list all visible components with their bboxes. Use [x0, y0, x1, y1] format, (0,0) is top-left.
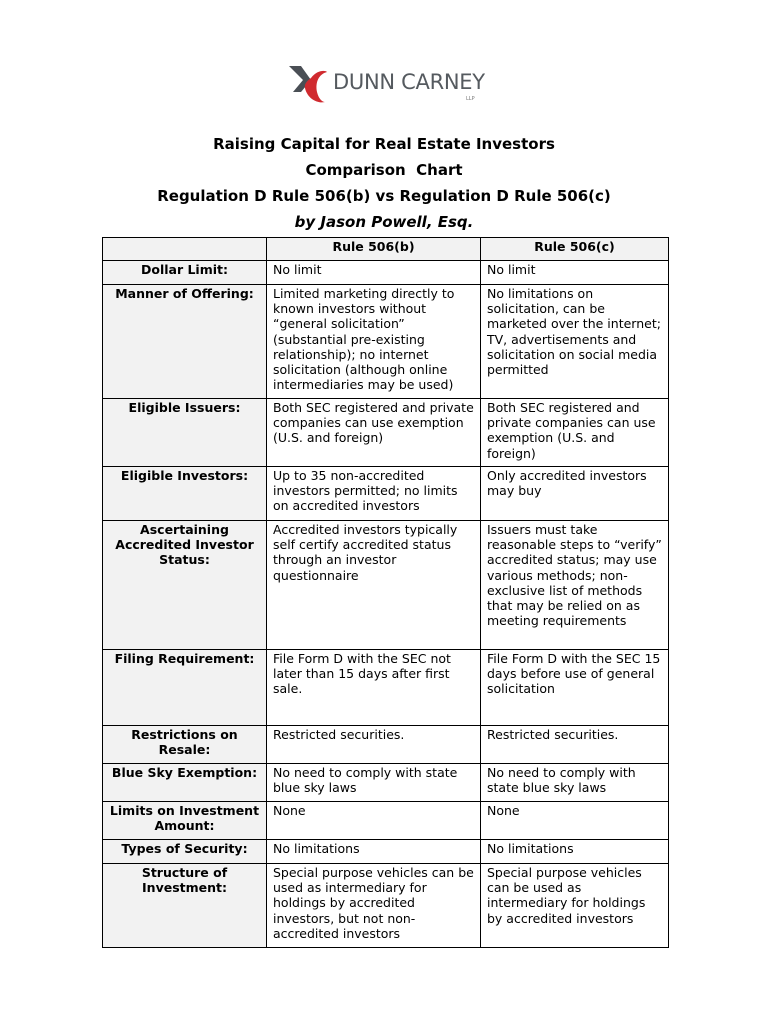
cell-506b: None [267, 802, 481, 840]
table-row [103, 285, 669, 399]
dunn-carney-logo-icon [287, 62, 331, 106]
cell-506c: No limitations [481, 840, 669, 864]
author-line: by Jason Powell, Esq. [294, 213, 474, 231]
row-label: Structure of Investment: [103, 864, 267, 948]
table-row [103, 802, 669, 840]
cell-506b: Up to 35 non-accredited investors permitted; no limits on accredited investors [267, 467, 481, 521]
logo-llp: LLP [466, 96, 475, 102]
cell-506b: No limitations [267, 840, 481, 864]
header-blank [103, 238, 267, 261]
cell-506c: File Form D with the SEC 15 days before use of general solicitation [481, 650, 669, 726]
table-row [103, 521, 669, 650]
table-row [103, 467, 669, 521]
cell-506b: File Form D with the SEC not later than 15 days after first sale. [267, 650, 481, 726]
header-rule-506c: Rule 506(c) [481, 238, 669, 261]
cell-506b: Restricted securities. [267, 726, 481, 764]
logo [287, 62, 487, 106]
row-label: Limits on Investment Amount: [103, 802, 267, 840]
cell-506c: No need to comply with state blue sky laws [481, 764, 669, 802]
cell-506c: Issuers must take reasonable steps to “verify” accredited status; may use various methods; non-exclusive list of methods that may be relied on as meeting requirements [481, 521, 669, 650]
cell-506b: Special purpose vehicles can be used as intermediary for holdings by accredited investors, but not non-accredited investors [267, 864, 481, 948]
cell-506c: Special purpose vehicles can be used as intermediary for holdings by accredited investors [481, 864, 669, 948]
cell-506b: No limit [267, 261, 481, 285]
table-row [103, 840, 669, 864]
title-line-3: Regulation D Rule 506(b) vs Regulation D Rule 506(c) [157, 187, 611, 205]
cell-506b: Limited marketing directly to known investors without “general solicitation” (substantial pre-existing relationship); no internet solicitation (although online intermediaries may be used) [267, 285, 481, 399]
comparison-table [102, 237, 669, 948]
row-label: Dollar Limit: [103, 261, 267, 285]
cell-506b: No need to comply with state blue sky laws [267, 764, 481, 802]
cell-506b: Both SEC registered and private companies can use exemption (U.S. and foreign) [267, 399, 481, 467]
document-titles [0, 133, 768, 237]
row-label: Manner of Offering: [103, 285, 267, 399]
row-label: Types of Security: [103, 840, 267, 864]
cell-506c: Both SEC registered and private companies can use exemption (U.S. and foreign) [481, 399, 669, 467]
table-row [103, 764, 669, 802]
table-header-row [103, 238, 669, 261]
row-label: Blue Sky Exemption: [103, 764, 267, 802]
cell-506c: Only accredited investors may buy [481, 467, 669, 521]
table-row [103, 650, 669, 726]
cell-506c: Restricted securities. [481, 726, 669, 764]
table-row [103, 726, 669, 764]
row-label: Eligible Investors: [103, 467, 267, 521]
cell-506c: None [481, 802, 669, 840]
row-label: Eligible Issuers: [103, 399, 267, 467]
cell-506c: No limitations on solicitation, can be marketed over the internet; TV, advertisements and solicitation on social media permitted [481, 285, 669, 399]
cell-506b: Accredited investors typically self certify accredited status through an investor questionnaire [267, 521, 481, 650]
table-row [103, 864, 669, 948]
cell-506c: No limit [481, 261, 669, 285]
title-line-2: Comparison Chart [305, 161, 463, 179]
header-rule-506b: Rule 506(b) [267, 238, 481, 261]
row-label: Filing Requirement: [103, 650, 267, 726]
title-line-1: Raising Capital for Real Estate Investors [213, 135, 555, 153]
logo-text: DUNN CARNEY [333, 70, 485, 94]
row-label: Restrictions on Resale: [103, 726, 267, 764]
table-row [103, 399, 669, 467]
row-label: Ascertaining Accredited Investor Status: [103, 521, 267, 650]
table-row [103, 261, 669, 285]
